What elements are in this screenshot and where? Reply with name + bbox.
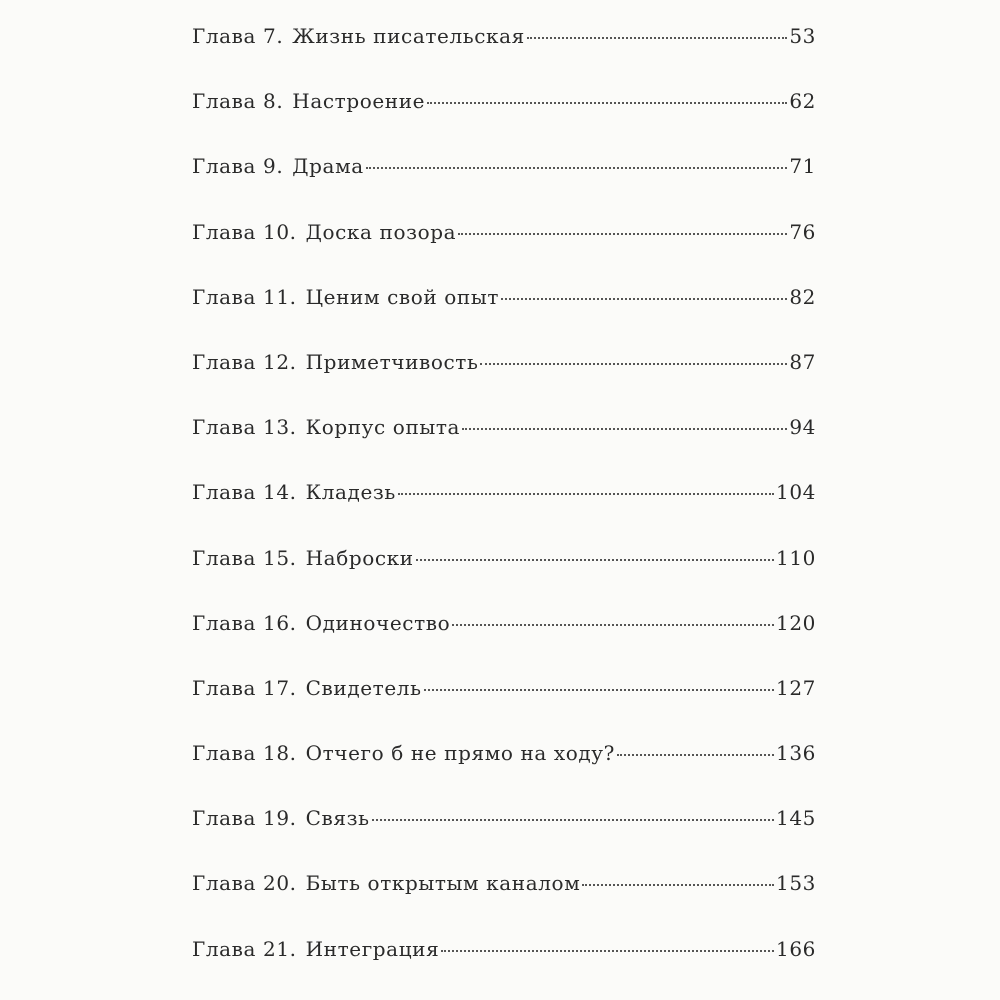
chapter-title: Настроение bbox=[292, 89, 426, 114]
chapter-title: Жизнь писательская bbox=[292, 24, 525, 48]
chapter-label: Глава 16. bbox=[192, 610, 297, 635]
chapter-label: Глава 14. bbox=[192, 480, 297, 505]
chapter-label: Глава 19. bbox=[192, 806, 297, 831]
chapter-label: Глава 18. bbox=[192, 741, 297, 766]
page-number: 153 bbox=[776, 871, 816, 896]
chapter-label: Глава 9. bbox=[192, 154, 284, 179]
chapter-label: Глава 10. bbox=[192, 219, 297, 244]
chapter-label: Глава 20. bbox=[192, 871, 297, 896]
chapter-label: Глава 11. bbox=[192, 284, 297, 309]
page-number: 76 bbox=[789, 219, 816, 244]
page-number: 145 bbox=[776, 806, 816, 831]
page-number: 53 bbox=[789, 24, 816, 48]
chapter-title: Быть открытым каналом bbox=[305, 871, 581, 896]
dot-leader bbox=[366, 167, 788, 169]
chapter-title: Драма bbox=[292, 154, 364, 179]
page-number: 104 bbox=[776, 480, 816, 505]
toc-entry bbox=[192, 741, 816, 806]
chapter-title: Наброски bbox=[305, 545, 414, 570]
chapter-title: Одиночество bbox=[305, 610, 451, 635]
dot-leader bbox=[424, 689, 774, 691]
toc-entry bbox=[192, 937, 816, 1000]
dot-leader bbox=[458, 233, 787, 235]
page-number: 62 bbox=[789, 89, 816, 114]
chapter-title: Свидетель bbox=[305, 675, 422, 700]
toc-entry bbox=[192, 546, 816, 611]
chapter-title: Кладезь bbox=[305, 480, 396, 505]
dot-leader bbox=[452, 624, 774, 626]
toc-entry bbox=[192, 24, 816, 89]
dot-leader bbox=[462, 428, 787, 430]
page-number: 82 bbox=[789, 284, 816, 309]
chapter-label: Глава 17. bbox=[192, 675, 297, 700]
show-through-shadow bbox=[140, 40, 180, 980]
chapter-title: Корпус опыта bbox=[305, 415, 461, 440]
chapter-label: Глава 8. bbox=[192, 89, 284, 114]
page-number: 71 bbox=[789, 154, 816, 179]
toc-entry bbox=[192, 806, 816, 871]
dot-leader bbox=[527, 37, 787, 39]
toc-entry bbox=[192, 350, 816, 415]
chapter-label: Глава 15. bbox=[192, 545, 297, 570]
page-number: 110 bbox=[776, 545, 816, 570]
toc-entry bbox=[192, 220, 816, 285]
page-number: 127 bbox=[776, 675, 816, 700]
page-number: 136 bbox=[776, 741, 816, 766]
chapter-title: Приметчивость bbox=[305, 349, 479, 374]
toc-entry bbox=[192, 676, 816, 741]
chapter-title: Интеграция bbox=[305, 936, 440, 961]
toc-entry bbox=[192, 611, 816, 676]
dot-leader bbox=[582, 884, 774, 886]
page-number: 87 bbox=[789, 349, 816, 374]
dot-leader bbox=[427, 102, 787, 104]
dot-leader bbox=[480, 363, 787, 365]
table-of-contents bbox=[192, 24, 816, 1000]
chapter-title: Ценим свой опыт bbox=[305, 284, 500, 309]
dot-leader bbox=[398, 493, 774, 495]
dot-leader bbox=[441, 950, 774, 952]
chapter-title: Связь bbox=[305, 806, 370, 831]
page-number: 94 bbox=[789, 415, 816, 440]
toc-entry bbox=[192, 480, 816, 545]
dot-leader bbox=[617, 754, 774, 756]
dot-leader bbox=[416, 559, 774, 561]
chapter-title: Отчего б не прямо на ходу? bbox=[305, 741, 615, 766]
toc-entry bbox=[192, 871, 816, 936]
chapter-label: Глава 12. bbox=[192, 349, 297, 374]
toc-entry bbox=[192, 285, 816, 350]
toc-entry bbox=[192, 154, 816, 219]
dot-leader bbox=[372, 819, 774, 821]
page-number: 120 bbox=[776, 610, 816, 635]
dot-leader bbox=[501, 298, 787, 300]
toc-entry bbox=[192, 89, 816, 154]
chapter-label: Глава 7. bbox=[192, 24, 284, 48]
chapter-label: Глава 21. bbox=[192, 936, 297, 961]
page-number: 166 bbox=[776, 936, 816, 961]
chapter-title: Доска позора bbox=[305, 219, 457, 244]
chapter-label: Глава 13. bbox=[192, 415, 297, 440]
toc-entry bbox=[192, 415, 816, 480]
